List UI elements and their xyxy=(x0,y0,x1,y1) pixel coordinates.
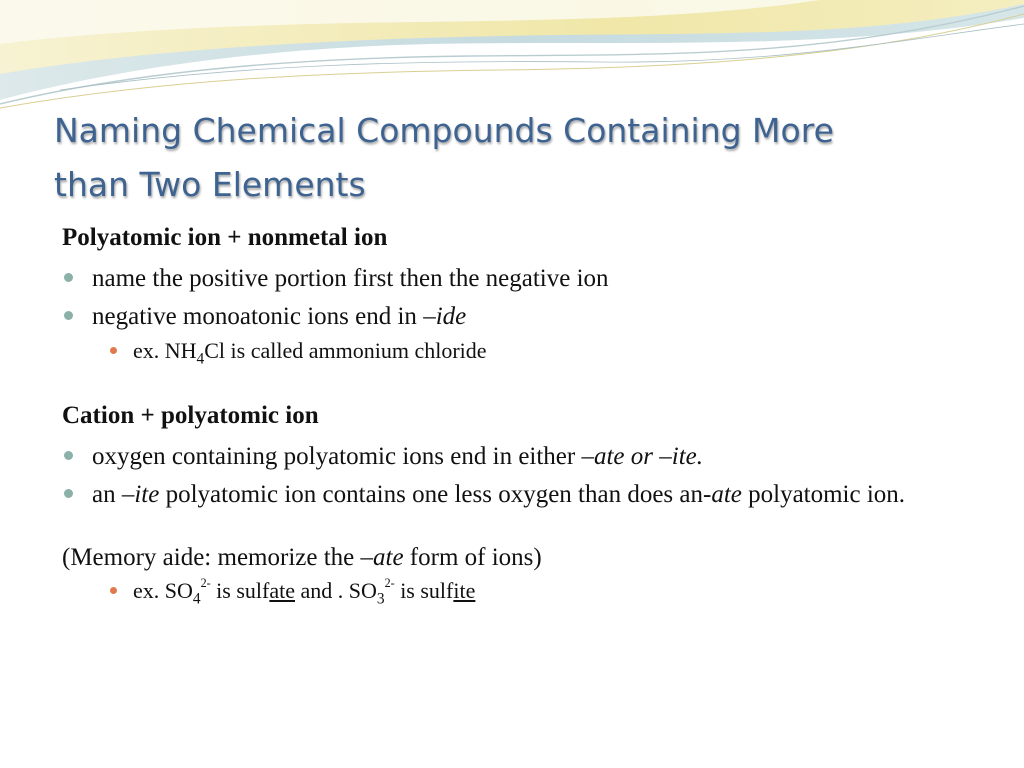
list-item: name the positive portion first then the negative ion xyxy=(62,262,982,296)
list-item: an –ite polyatomic ion contains one less oxygen than does an-ate polyatomic ion. xyxy=(62,478,982,512)
section-heading-polyatomic-nonmetal: Polyatomic ion + nonmetal ion xyxy=(62,224,388,251)
sub-list-item: ex. $NH_4Cl$ is called ammonium chloride xyxy=(62,336,982,366)
memory-aide-text: (Memory aide: memorize the –ate form of ions) xyxy=(62,544,542,571)
title-line-2: than Two Elements xyxy=(54,165,366,204)
bullet-icon xyxy=(64,311,73,320)
slide-body xyxy=(62,222,982,606)
spacer xyxy=(62,366,982,400)
bullet-icon xyxy=(64,489,73,498)
list-item: oxygen containing polyatomic ions end in either –ate or –ite. xyxy=(62,440,982,474)
sub-bullet-icon xyxy=(110,587,117,594)
bullet-icon xyxy=(64,273,73,282)
bullet-icon xyxy=(64,451,73,460)
decorative-wave-banner xyxy=(0,0,1024,120)
title-line-1: Naming Chemical Compounds Containing More xyxy=(54,111,834,150)
sub-list-item: ex. $SO_4^{2-}$ is sulfate and . $SO_3^{2-}$ is sulfite xyxy=(62,576,982,606)
sub-bullet-icon xyxy=(110,347,117,354)
section-heading-cation-polyatomic: Cation + polyatomic ion xyxy=(62,402,319,429)
slide-title xyxy=(54,104,994,212)
spacer xyxy=(62,512,982,542)
list-item: negative monoatonic ions end in –ide xyxy=(62,300,982,334)
